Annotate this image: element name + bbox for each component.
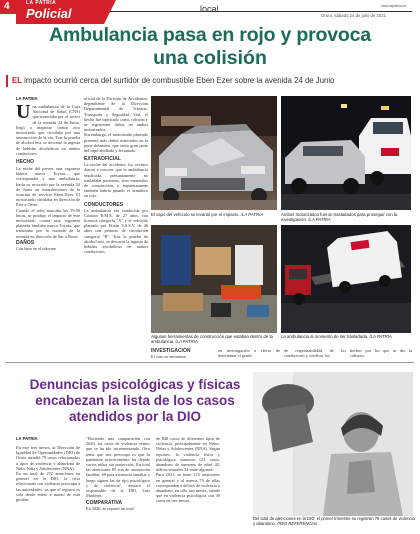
article2-comparativa-text: En 2020, se reportó un total: [86, 506, 134, 512]
article1-inv-text-d: hechos por los que se dio la colisión.: [350, 348, 412, 359]
article1-head-extraoficial: EXTRAOFICIAL: [84, 156, 121, 163]
article-separator: [6, 362, 414, 363]
section-label: local: [200, 4, 219, 14]
article2-col2-text: "Haciendo una comparación con 2020, los casos de violencia vemos que se ha ido incrementando. Otro tema que nos preocupa es que la pandemia prácticamente ha dejado varios niños sin protección. En total las atenciones 85 son de orientación familiar, 68 para asistencia familiar y luego siguen las de tipo psicológico y de violencia", destacó el responsable de la DIO, Luis Martínez.: [86, 436, 151, 499]
page-number: 4: [4, 1, 10, 12]
photo1-caption-credit: /LA PATRIA: [239, 212, 264, 217]
article1-extraoficial-text: La noche del accidente, los vecinos dieron a conocer que la ambulancia implicada, presuntamente no trasladaba pacientes, sino materiales de construcción y supuestamente también habría pasado el semáforo en rojo.: [84, 162, 148, 199]
article1-hecho-text: La noche del jueves, una vagoneta blanca marca Toyota, que correspondía a una ambulancia, hacía su recorrido por la avenida 24 de Junio en inmediaciones de la estación de servicio Eben Ezer. El motorizado circulaba en dirección de Este a Oeste. Cuando el reloj marcaba las 19:00 horas, se produjo el impacto de este motorizado contra una vagoneta plateada también marca Toyota, que transitaba por la rotonda de la avenida en dirección de Sur a Norte.: [16, 166, 80, 239]
article1-inv-text-c: de responsabilidad de los conductores y verificar los: [284, 348, 346, 359]
damaged-car-illustration: [151, 96, 277, 210]
article2-col3: [156, 436, 220, 504]
lead-bar: [6, 75, 8, 87]
photo-vehicles-night: [281, 96, 411, 210]
photo-ambulance-tow: [281, 225, 411, 333]
dateline: Oruro, sábado 24 de julio de 2021: [321, 13, 386, 18]
article1-title-line1: Ambulancia pasa en rojo y provoca: [49, 24, 371, 46]
article1-intro: [16, 101, 80, 156]
article1-col1: [16, 96, 80, 251]
photo-child-violence: [253, 372, 413, 516]
photo1-caption-text: El capó del vehículo se levantó por el impacto.: [151, 212, 240, 217]
photo3-caption-text: Algunas herramientas de construcción que estaban dentro de la ambulancia.: [151, 334, 273, 344]
vehicles-night-illustration: [281, 96, 411, 210]
article1-head-investigacion: INVESTIGACIÓN: [151, 348, 191, 354]
photo2-caption: [281, 212, 413, 222]
header-rule: [110, 11, 412, 12]
article2-col2: [86, 436, 150, 512]
article2-photo-caption: [253, 516, 415, 526]
photo4-caption: [281, 334, 413, 339]
article1-head-danos: DAÑOS: [16, 239, 35, 246]
photo4-caption-credit: /LA PATRIA: [368, 334, 392, 339]
article1-lead-bold: EL: [12, 76, 22, 85]
drop-cap: U: [16, 101, 31, 123]
article2-col1-text: En este tres meses, la Dirección de Igualdad de Oportunidades (DIO) de Oruro atendió 79 casos relacionados a tipos de violencia y abandono de Niño, Niña y Adolescente (NNA). En un total de 272 atenciones en general en la DIO, la cifra relacionada con violencia preocupa a las autoridades, ya que el registro es sólo desde enero a marzo de esta gestión.: [16, 445, 80, 503]
photo4-caption-text: La ambulancia al momento de ser trasladada.: [281, 334, 369, 339]
article1-inv-text-b: en investigación a efecto de determinar el grado: [218, 348, 280, 359]
child-violence-illustration: [253, 372, 413, 516]
article2-title-line3: atendidos por la DIO: [68, 409, 201, 424]
photo2-caption-credit: /LA PATRIA: [307, 217, 331, 222]
article2-col1: [16, 436, 80, 502]
article1-lead-text: impacto ocurrió cerca del surtidor de combustible Eben Ezer sobre la avenida 24 de Junio: [21, 76, 335, 85]
article1-lead: [12, 76, 334, 85]
article1-col2-text: oficial de la División de Accidentes, dependiente de la Dirección Departamental de Tránsito, Transporte y Seguridad Vial, el hecho fue tipificado como colisión y se registraron daños en ambos motorizados. Sin embargo, el motorizado plateado presentó más daños materiales en la parte delantera, que tenía gran parte del capó abollado y levantado.: [84, 96, 148, 154]
photo3-caption-credit: /LA PATRIA: [174, 339, 198, 344]
article1-col2: [84, 96, 148, 254]
article1-conductores-text: La ambulancia era conducida por Cristian R.M.E. de 27 años, con licencia categoría "A" y el vehículo plateado por Efrain S.S.S.V. de 46 años con permiso de circulación categoría "B". Tras la prueba de alcohol test, se descartó la ingesta de bebidas alcohólicas en ambos conductores.: [84, 207, 148, 255]
photo3-caption: [151, 334, 279, 344]
article2-photo-caption-text: Del total de atenciones en la DIO, el primer trimestre se registran 79 casos de violencia y abandono.: [253, 516, 415, 526]
ambulance-tow-illustration: [281, 225, 411, 333]
article1-danos-text: Con base en el informe: [16, 245, 56, 251]
article1-head-conductores: CONDUCTORES: [84, 201, 124, 208]
photo-tools: [151, 225, 277, 333]
article1-title-line2: una colisión: [153, 47, 267, 69]
article2-col3-text: de 848 casos de diferentes tipos de violencia, principalmente en Niños, Niñas y Adolescentes (NNA). Según reportes, la violencia física y psicológica sumaron 123 casos, abandono de menores de edad 43, delitos sexuales 34 entre algunos. Para 2021, se tiene 272 atenciones en general y al menos 79 de ellos corresponden a delitos de violencia o abandono, en sólo tres meses, siendo que en violencia psicológica con 39 casos en tres meses.: [156, 436, 220, 504]
article2-byline: LA PATRIA: [16, 436, 38, 441]
brand-name: Policial: [26, 6, 72, 21]
article2-photo-caption-credit: /RED REFERENCIAL: [276, 521, 318, 526]
article1-head-hecho: HECHO: [16, 159, 35, 166]
article2-title-line2: encabezan la lista de los casos: [35, 393, 235, 408]
article1-inv-text-a: El caso se encuentra: [151, 354, 186, 359]
photo-damaged-car: [151, 96, 277, 210]
photo2-caption-text: Ambos motorizados fueron trasladados para proseguir con la investigación.: [281, 212, 398, 222]
website: www.lapatria.bo: [381, 4, 407, 8]
photo1-caption: [151, 212, 279, 217]
article1-intro-text: na ambulancia de la Caja Nacional de Salud (CNS) que transitaba por el sector de la avenida 24 de Junio, llegó a impactar contra otro motorizado que circulaba por una intersección de la vía. Tras la prueba de alcohol test, se descartó la ingesta de bebidas alcohólicas en ambos conductores.: [16, 104, 80, 156]
brand-top: LA PATRIA: [26, 0, 57, 6]
article2-title-line1: Denuncias psicológicas y físicas: [29, 377, 241, 392]
article2-head-comparativa: COMPARATIVA: [86, 500, 123, 507]
article1-byline: LA PATRIA: [16, 96, 38, 101]
article1-inv-col: [151, 348, 215, 359]
tools-illustration: [151, 225, 277, 333]
